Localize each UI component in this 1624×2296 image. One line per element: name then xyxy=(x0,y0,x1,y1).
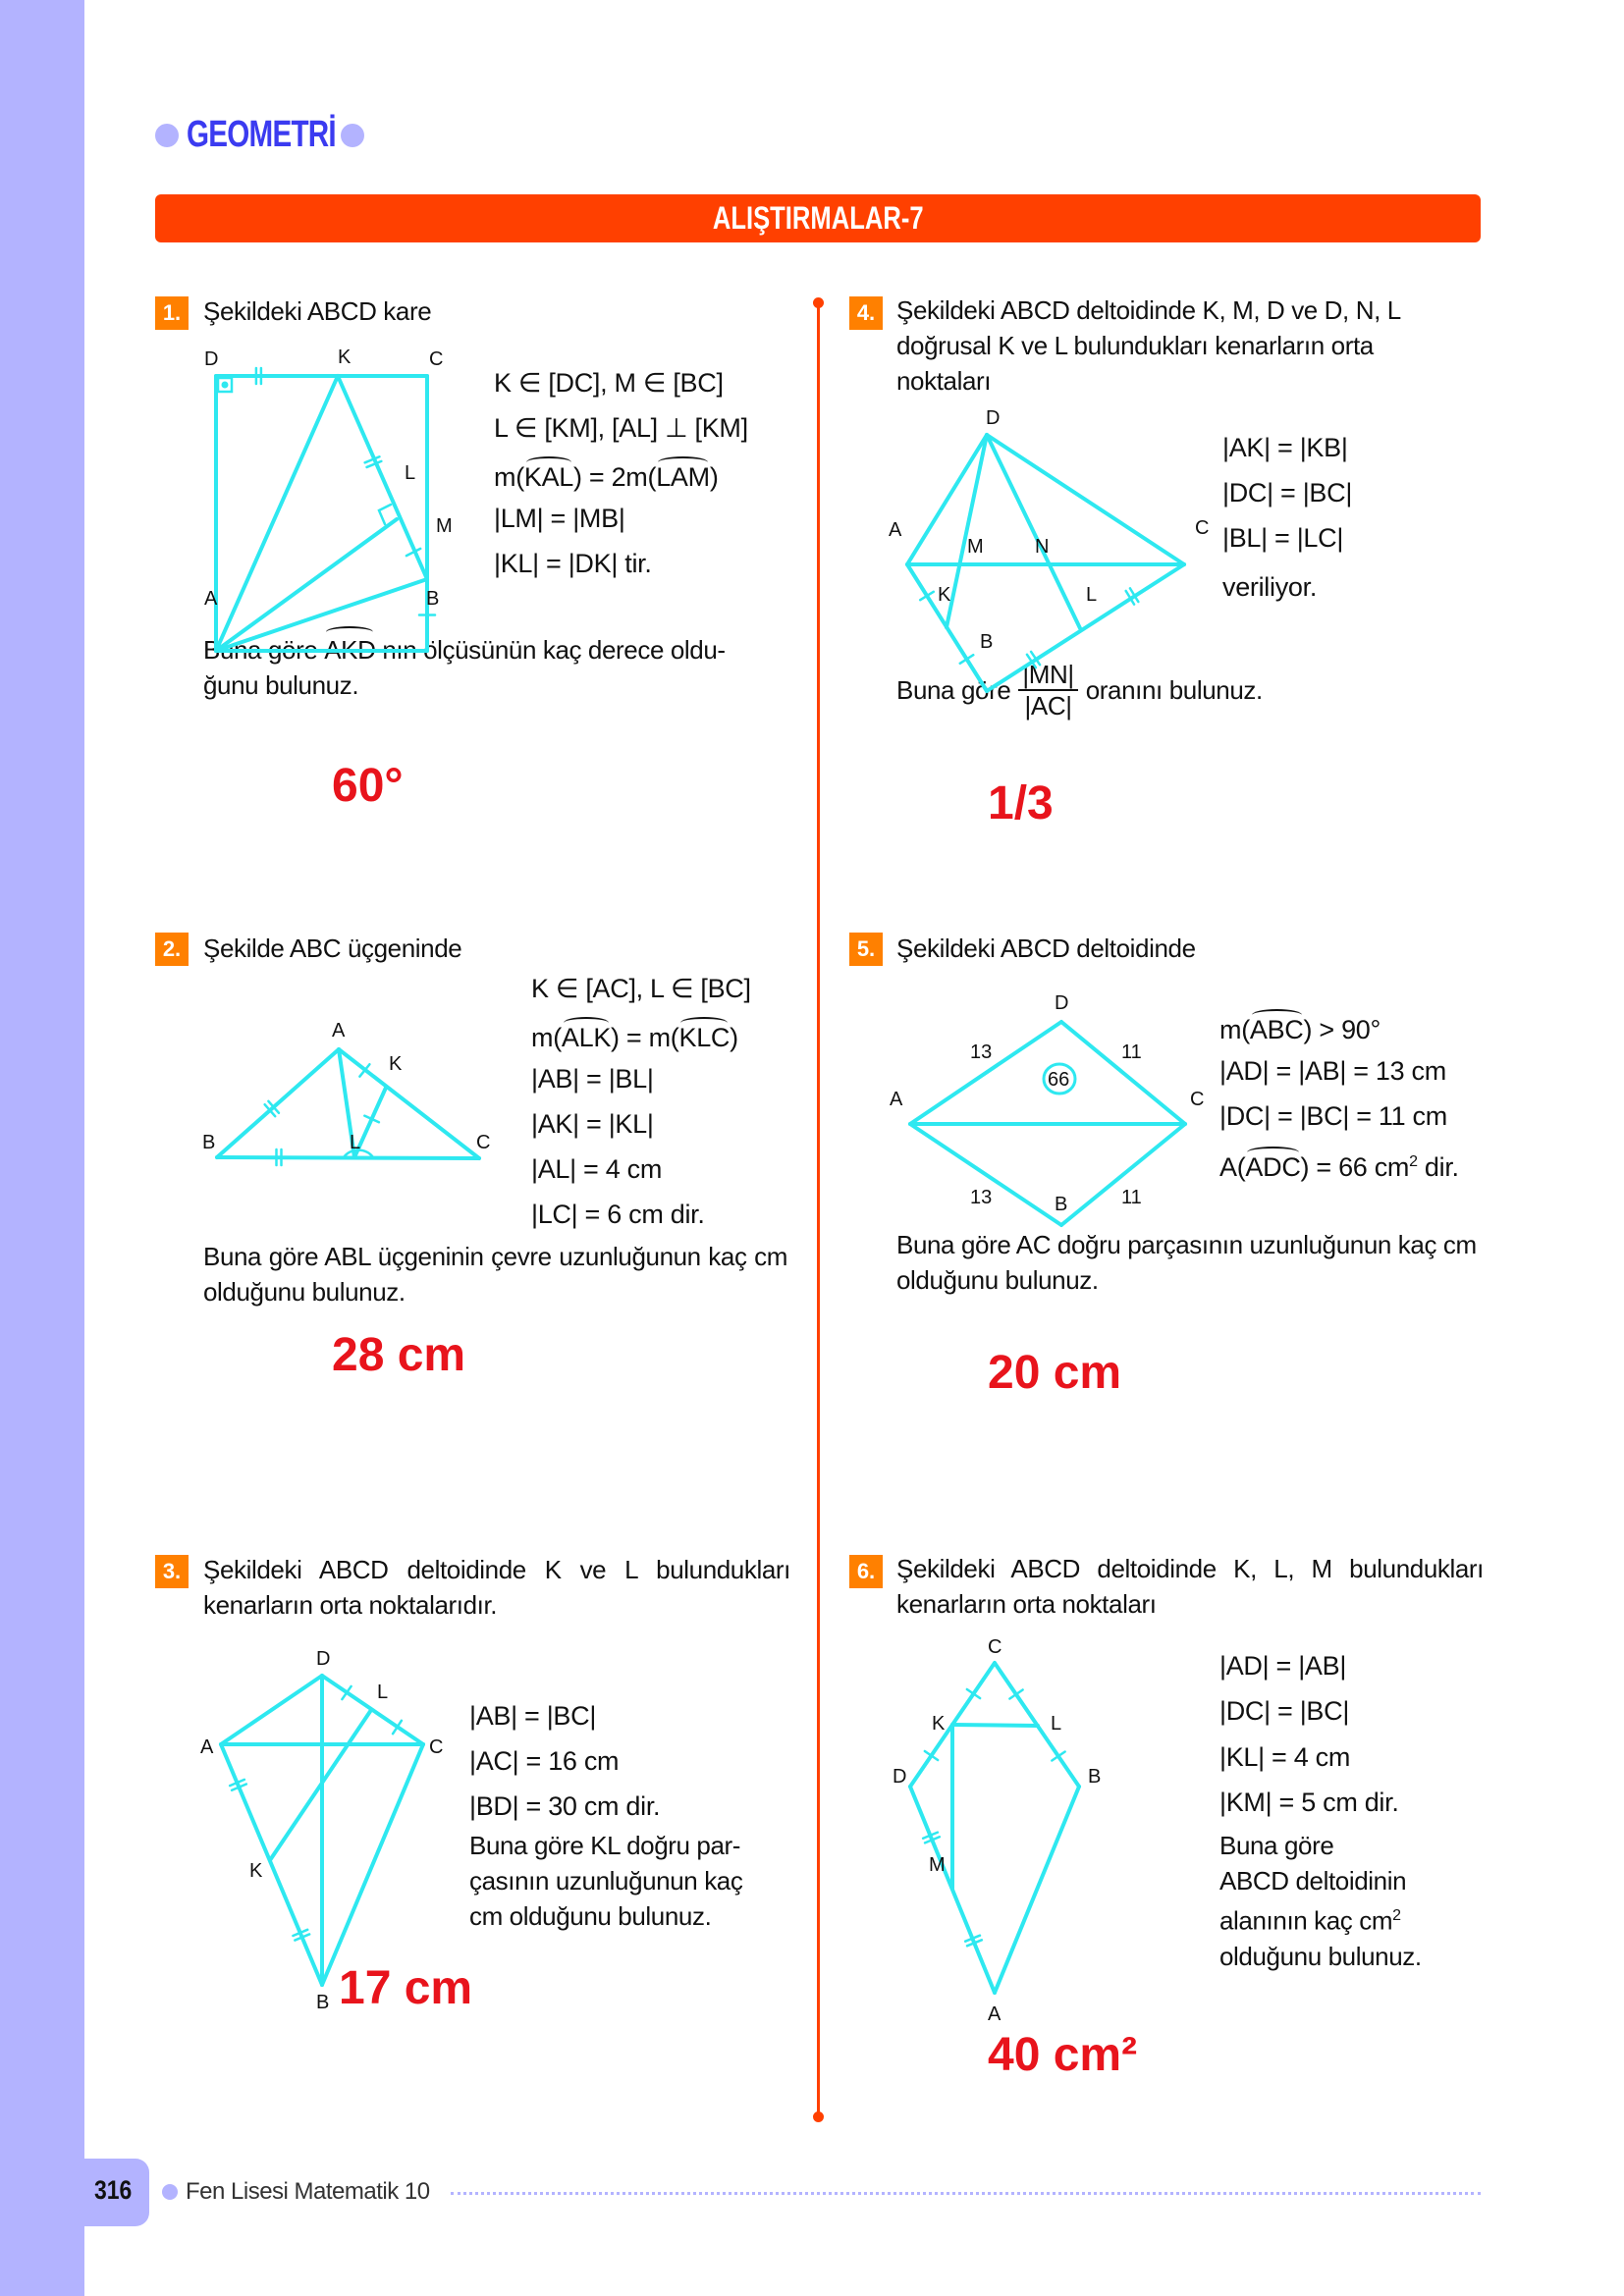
problem-givens xyxy=(1222,433,1352,617)
figure-label: D xyxy=(316,1648,331,1670)
problem-intro xyxy=(896,293,1401,399)
book-title: Fen Lisesi Matematik 10 xyxy=(186,2178,430,2205)
answer: 28 cm xyxy=(332,1329,466,1381)
formula-text: |AC| = 16 cm xyxy=(469,1746,620,1776)
figure-label: M xyxy=(929,1854,946,1876)
figure-edge xyxy=(339,1049,479,1158)
figure-label: 11 xyxy=(1121,1187,1142,1208)
superscript: 2 xyxy=(1392,1907,1401,1924)
figure-edge xyxy=(221,1676,322,1744)
given-line xyxy=(494,368,748,413)
figure-label: B xyxy=(426,588,440,610)
figure-edge xyxy=(987,435,1184,564)
figure-label: B xyxy=(1088,1766,1102,1788)
given-line xyxy=(1219,1011,1459,1056)
question-text: alanının kaç cm xyxy=(1219,1905,1393,1936)
given-line xyxy=(1222,523,1352,572)
page-number: 316 xyxy=(94,2175,133,2205)
formula-text: ) xyxy=(709,462,719,492)
figure-label: D xyxy=(204,348,219,370)
formula-text: |DC| = |BC| xyxy=(1219,1696,1350,1726)
formula-text: |AK| = |KB| xyxy=(1222,433,1348,462)
formula-text: |KL| = |DK| tir. xyxy=(494,549,652,578)
figure-label: C xyxy=(429,348,444,370)
intro-line: noktaları xyxy=(896,366,992,396)
figure-edge xyxy=(995,1787,1079,1993)
problem-givens xyxy=(1219,1011,1459,1193)
angle-notation: LAM xyxy=(656,458,710,492)
problem-question xyxy=(896,660,1263,721)
figure-segment xyxy=(339,1049,354,1157)
bullet-icon xyxy=(341,124,364,147)
problem-question xyxy=(469,1828,742,1934)
figure-label: B xyxy=(316,1992,330,2013)
figure-label: D xyxy=(986,407,1001,429)
figure-label: A xyxy=(200,1736,214,1758)
given-line xyxy=(469,1791,660,1831)
banner-title: ALIŞTIRMALAR-7 xyxy=(712,200,924,236)
answer: 20 cm xyxy=(988,1347,1122,1399)
formula-text: L ∈ [KM], [AL] ⊥ [KM] xyxy=(494,413,748,443)
answer: 60° xyxy=(332,760,404,812)
equal-tick-mark xyxy=(967,1940,982,1946)
formula-text: |DC| = |BC| = 11 cm xyxy=(1219,1101,1447,1131)
figure-label: L xyxy=(377,1682,389,1703)
figure-label: 11 xyxy=(1121,1041,1142,1063)
equal-tick-mark xyxy=(232,1784,246,1789)
problem-question: Buna göre ABL üçgeninin çevre uzunluğunun kaç cm olduğunu bulunuz. xyxy=(203,1242,787,1307)
formula-text: |AB| = |BC| xyxy=(469,1701,597,1731)
question-text: Buna göre xyxy=(1219,1831,1334,1860)
fraction-numerator: |MN| xyxy=(1018,660,1077,691)
given-line xyxy=(1219,1101,1459,1148)
formula-text: dir. xyxy=(1417,1152,1459,1182)
figure-segment xyxy=(216,376,338,651)
angle-notation: AKD xyxy=(324,628,375,667)
given-line xyxy=(469,1701,660,1746)
angle-notation: ALK xyxy=(562,1019,611,1052)
equal-tick-mark xyxy=(925,1837,940,1842)
given-line xyxy=(494,549,748,594)
figure-label: M xyxy=(967,536,984,558)
given-line xyxy=(531,1109,751,1154)
answer: 17 cm xyxy=(339,1962,473,2014)
divider-dot-bottom xyxy=(813,2111,824,2122)
figure-label: L xyxy=(1051,1713,1062,1735)
answer: 40 cm² xyxy=(988,2029,1138,2081)
equal-tick-mark xyxy=(923,1833,938,1839)
problem-givens xyxy=(1219,1651,1399,1827)
formula-text: K ∈ [AC], L ∈ [BC] xyxy=(531,974,751,1003)
question-text: olduğunu bulunuz. xyxy=(1219,1941,1422,1971)
section-header xyxy=(155,114,364,156)
figure-segment xyxy=(338,376,427,579)
superscript: 2 xyxy=(1409,1153,1418,1170)
figure-label: K xyxy=(938,584,951,606)
figure-edge xyxy=(1061,1124,1185,1225)
figure-label: A xyxy=(988,2003,1001,2025)
right-angle-mark xyxy=(218,378,232,392)
problem-intro: Şekildeki ABCD kare xyxy=(203,296,432,326)
problem-number: 2. xyxy=(155,933,189,966)
formula-text: ) = 66 cm xyxy=(1300,1152,1410,1182)
problem-intro: Şekildeki ABCD deltoidinde K, L, M bulundukları kenarların orta noktaları xyxy=(896,1554,1484,1619)
figure-edge xyxy=(910,1663,995,1787)
figure-label: K xyxy=(932,1713,946,1735)
area-label: 66 xyxy=(1048,1069,1070,1091)
intro-line: doğrusal K ve L bulundukları kenarların orta xyxy=(896,331,1374,360)
equal-tick-mark xyxy=(925,1751,938,1760)
angle-mark xyxy=(344,1150,373,1157)
equal-tick-mark xyxy=(393,1721,402,1734)
figure-edge xyxy=(217,1157,479,1158)
right-angle-dot xyxy=(224,384,227,387)
figure-label: L xyxy=(350,1132,361,1153)
problem-number: 6. xyxy=(849,1555,883,1588)
figure-label: C xyxy=(1195,517,1210,539)
given-line xyxy=(469,1746,660,1791)
exercise-banner xyxy=(155,194,1481,242)
problem-question xyxy=(203,628,792,703)
figure-label: M xyxy=(436,515,453,537)
column-divider xyxy=(817,302,820,2121)
problem-intro: Şekilde ABC üçgeninde xyxy=(203,934,462,963)
equal-tick-mark xyxy=(359,1064,369,1076)
figure-label: B xyxy=(202,1132,216,1153)
given-line xyxy=(1219,1788,1399,1827)
figure-segment xyxy=(987,435,1080,628)
problem-intro: Şekildeki ABCD deltoidinde K ve L bulundukları kenarların orta noktalarıdır. xyxy=(203,1555,790,1620)
figure-label: A xyxy=(889,519,902,541)
figure-segment xyxy=(947,435,987,627)
given-line xyxy=(1219,1651,1399,1696)
given-line xyxy=(531,1154,751,1200)
equal-tick-mark xyxy=(1126,591,1134,605)
figure-label: N xyxy=(1035,536,1050,558)
equal-tick-mark xyxy=(365,456,380,462)
question-text: nın ölçüsünün kaç derece oldu- xyxy=(382,635,726,665)
divider-dot-top xyxy=(813,297,824,308)
question-text: Buna göre xyxy=(203,635,318,665)
equal-tick-mark xyxy=(367,461,382,467)
formula-text: K ∈ [DC], M ∈ [BC] xyxy=(494,368,724,398)
right-angle-mark xyxy=(379,505,391,524)
bullet-icon xyxy=(155,124,179,147)
formula-text: |DC| = |BC| xyxy=(1222,478,1353,507)
equal-tick-mark xyxy=(268,1101,279,1113)
figure-label: L xyxy=(405,462,416,484)
figure-label: C xyxy=(1190,1089,1205,1110)
figure-label: D xyxy=(893,1766,907,1788)
angle-notation: ABC xyxy=(1250,1011,1304,1044)
figure-edge xyxy=(995,1663,1079,1787)
formula-text: m( xyxy=(1219,1015,1250,1044)
given-line xyxy=(1222,478,1352,523)
problem-givens xyxy=(531,974,751,1245)
problem-number: 5. xyxy=(849,933,883,966)
given-line xyxy=(494,458,748,504)
figure-label: K xyxy=(249,1860,263,1882)
given-line xyxy=(531,1019,751,1064)
angle-notation: KAL xyxy=(524,458,573,492)
figure-label: C xyxy=(429,1736,444,1758)
figure-segment xyxy=(354,1088,386,1157)
figure-label: A xyxy=(332,1020,346,1041)
formula-text: |AK| = |KL| xyxy=(531,1109,654,1139)
fraction-denominator: |AC| xyxy=(1024,691,1072,721)
given-line xyxy=(531,1064,751,1109)
given-line xyxy=(494,413,748,458)
formula-text: |KL| = 4 cm xyxy=(1219,1742,1351,1772)
question-text: oranını bulunuz. xyxy=(1085,675,1263,705)
problem-number: 4. xyxy=(849,296,883,330)
footer-dotted-rule xyxy=(451,2192,1481,2195)
equal-tick-mark xyxy=(1130,588,1138,602)
equal-tick-mark xyxy=(1052,1752,1064,1761)
given-line xyxy=(1219,1148,1459,1193)
problem-intro: Şekildeki ABCD deltoidinde xyxy=(896,934,1196,963)
given-line xyxy=(494,504,748,549)
question-text: ğunu bulunuz. xyxy=(203,670,359,700)
figure-edge xyxy=(217,1049,339,1157)
figure-label: C xyxy=(988,1636,1002,1658)
figure-label: L xyxy=(1086,584,1098,606)
problem-number: 3. xyxy=(155,1555,189,1588)
given-line xyxy=(1219,1056,1459,1101)
equal-tick-mark xyxy=(230,1780,244,1786)
figure-label: B xyxy=(980,631,994,653)
figure-label: 13 xyxy=(970,1187,993,1208)
problem-question: Buna göre AC doğru parçasının uzunluğunun kaç cm olduğunu bulunuz. xyxy=(896,1230,1477,1295)
formula-text: |AB| = |BL| xyxy=(531,1064,654,1094)
given-line xyxy=(1222,572,1352,617)
angle-notation: ADC xyxy=(1245,1148,1300,1182)
figure-label: D xyxy=(1055,992,1069,1014)
formula-text: |BD| = 30 cm dir. xyxy=(469,1791,661,1821)
formula-text: veriliyor. xyxy=(1222,572,1318,602)
problem-givens xyxy=(469,1701,660,1831)
figure-edge xyxy=(1061,1022,1185,1124)
formula-text: ) = m( xyxy=(611,1023,679,1052)
question-text: ABCD deltoidinin xyxy=(1219,1866,1407,1896)
figure-edge xyxy=(322,1744,423,1985)
area-circle xyxy=(1044,1064,1075,1094)
figure-label: B xyxy=(1055,1194,1068,1215)
formula-text: |LM| = |MB| xyxy=(494,504,625,533)
formula-text: ) > 90° xyxy=(1303,1015,1381,1044)
formula-text: |AD| = |AB| xyxy=(1219,1651,1347,1681)
intro-line: Şekildeki ABCD deltoidinde K, M, D ve D, N, L xyxy=(896,295,1401,325)
formula-text: |BL| = |LC| xyxy=(1222,523,1344,553)
angle-notation: KLC xyxy=(678,1019,730,1052)
equal-tick-mark xyxy=(364,1116,379,1123)
figure-edge xyxy=(910,1022,1061,1124)
fraction xyxy=(1018,660,1077,721)
side-band xyxy=(0,0,84,2296)
formula-text: |KM| = 5 cm dir. xyxy=(1219,1788,1399,1817)
question-text: Buna göre xyxy=(896,675,1011,705)
problem-number: 1. xyxy=(155,296,189,330)
figure-segment xyxy=(952,1725,1038,1726)
figure-label: A xyxy=(890,1089,903,1110)
formula-text: A( xyxy=(1219,1152,1246,1182)
figure-label: K xyxy=(389,1053,403,1075)
problem-question xyxy=(1219,1828,1422,1974)
question-text: Buna göre KL doğru par- xyxy=(469,1831,741,1860)
figure-label: A xyxy=(204,588,218,610)
section-title: GEOMETRİ xyxy=(187,114,336,155)
figure-edge xyxy=(910,1124,1061,1225)
book-title-area xyxy=(162,2178,430,2206)
figure-edge xyxy=(322,1676,423,1744)
given-line xyxy=(1222,433,1352,478)
figure-label: C xyxy=(476,1132,491,1153)
formula-text: m( xyxy=(531,1023,562,1052)
figure-segment xyxy=(270,1710,371,1860)
given-line xyxy=(1219,1742,1399,1788)
equal-tick-mark xyxy=(920,592,934,600)
equal-tick-mark xyxy=(965,1936,980,1942)
figure-label: 13 xyxy=(970,1041,993,1063)
given-line xyxy=(1219,1696,1399,1742)
formula-text: ) = 2m( xyxy=(573,462,657,492)
figure-edge xyxy=(907,435,987,564)
formula-text: |AD| = |AB| = 13 cm xyxy=(1219,1056,1446,1086)
figure-edge xyxy=(221,1744,322,1985)
formula-text: |LC| = 6 cm dir. xyxy=(531,1200,705,1229)
formula-text: m( xyxy=(494,462,524,492)
equal-tick-mark xyxy=(406,549,420,556)
figure-label: K xyxy=(338,347,352,368)
equal-tick-mark xyxy=(295,1934,309,1940)
equal-tick-mark xyxy=(967,1689,980,1698)
question-text: çasının uzunluğunun kaç xyxy=(469,1866,743,1896)
equal-tick-mark xyxy=(293,1930,307,1936)
formula-text: ) xyxy=(730,1023,738,1052)
problem-givens xyxy=(494,368,748,594)
equal-tick-mark xyxy=(342,1686,351,1699)
formula-text: |AL| = 4 cm xyxy=(531,1154,663,1184)
question-text: cm olduğunu bulunuz. xyxy=(469,1901,712,1931)
given-line xyxy=(531,974,751,1019)
figure-edge xyxy=(910,1787,995,1993)
bullet-icon xyxy=(162,2184,178,2200)
answer: 1/3 xyxy=(988,777,1054,829)
equal-tick-mark xyxy=(1009,1689,1022,1698)
equal-tick-mark xyxy=(265,1104,276,1116)
